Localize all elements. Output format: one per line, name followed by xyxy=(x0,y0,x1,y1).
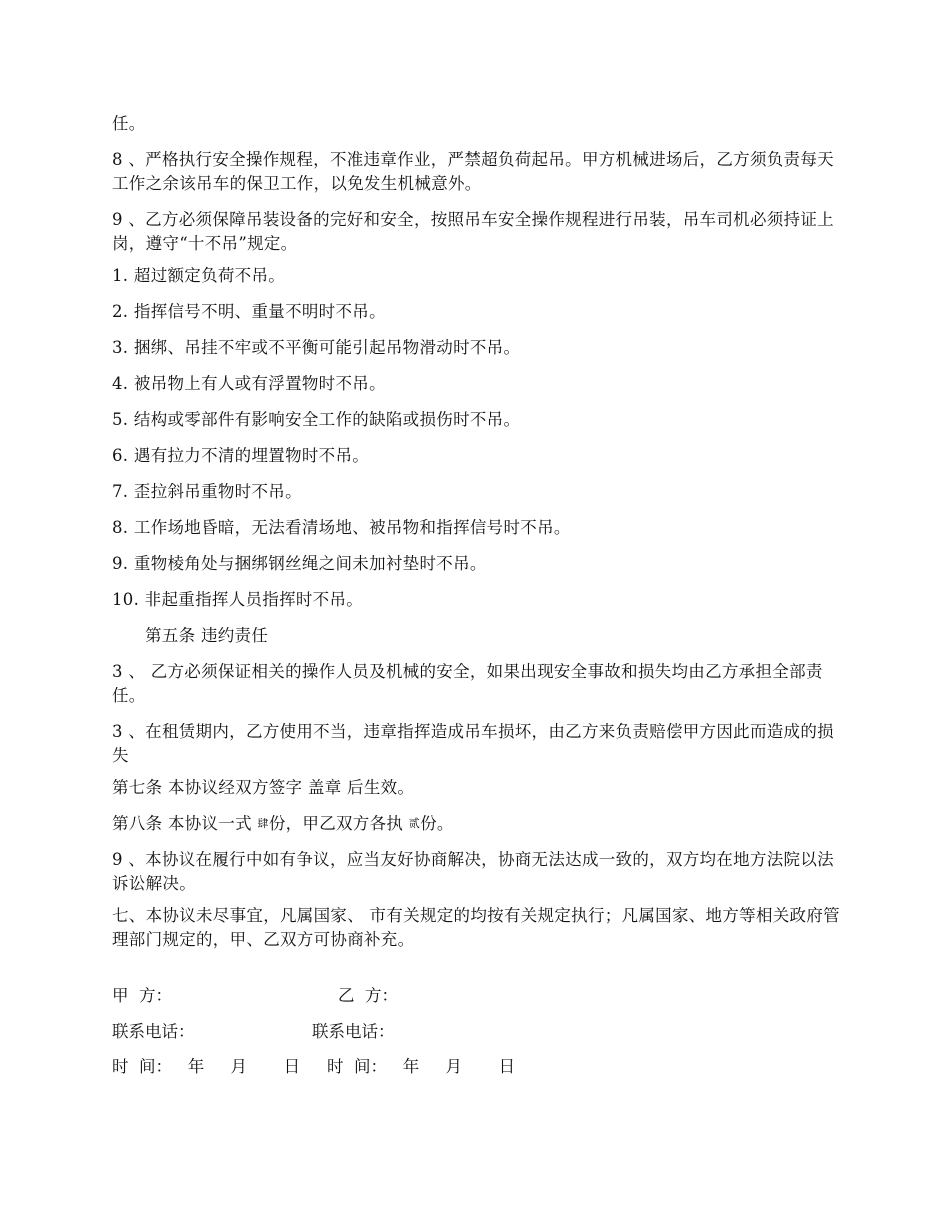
list-item-9: 9. 重物棱角处与捆绑钢丝绳之间未加衬垫时不吊。 xyxy=(112,554,487,573)
party-b-label: 乙 方： xyxy=(338,986,398,1005)
paragraph-article-8 xyxy=(112,812,840,836)
copy-count-each: 贰 xyxy=(408,817,421,830)
paragraph-supplement: 七、本协议未尽事宜，凡属国家、 市有关规定的均按有关规定执行；凡属国家、地方等相关政府管理部门规定的，甲、乙双方可协商补充。 xyxy=(112,906,840,949)
section-heading-article-5: 第五条 违约责任 xyxy=(145,626,269,645)
list-item-1: 1. 超过额定负荷不吊。 xyxy=(112,266,286,285)
paragraph-clause-8: 8 、严格执行安全操作规程，不准违章作业，严禁超负荷起吊。甲方机械进场后，乙方须负责每天工作之余该吊车的保卫工作，以免发生机械意外。 xyxy=(112,150,834,193)
list-item-10: 10. 非起重指挥人员指挥时不吊。 xyxy=(112,590,364,609)
phone-a-label: 联系电话： xyxy=(112,1022,195,1041)
paragraph-liability-2: 3 、在租赁期内，乙方使用不当，违章指挥造成吊车损坏，由乙方来负责赔偿甲方因此而造成的损失 xyxy=(112,722,834,765)
list-item-8: 8. 工作场地昏暗，无法看清场地、被吊物和指挥信号时不吊。 xyxy=(112,518,571,537)
paragraph-continuation: 任。 xyxy=(112,114,146,133)
paragraph-clause-9: 9 、乙方必须保障吊装设备的完好和安全，按照吊车安全操作规程进行吊装，吊车司机必须持证上岗，遵守“十不吊”规定。 xyxy=(112,210,834,253)
list-item-2: 2. 指挥信号不明、重量不明时不吊。 xyxy=(112,302,386,321)
list-item-7: 7. 歪拉斜吊重物时不吊。 xyxy=(112,482,302,501)
list-item-5: 5. 结构或零部件有影响安全工作的缺陷或损伤时不吊。 xyxy=(112,410,521,429)
paragraph-liability-1: 3 、 乙方必须保证相关的操作人员及机械的安全，如果出现安全事故和损失均由乙方承担全部责任。 xyxy=(112,662,823,705)
paragraph-dispute: 9 、本协议在履行中如有争议，应当友好协商解决，协商无法达成一致的，双方均在地方法院以法诉讼解决。 xyxy=(112,850,834,893)
phone-b-label: 联系电话： xyxy=(312,1022,395,1041)
list-item-3: 3. 捆绑、吊挂不牢或不平衡可能引起吊物滑动时不吊。 xyxy=(112,338,521,357)
list-item-6: 6. 遇有拉力不清的埋置物时不吊。 xyxy=(112,446,370,465)
paragraph-article-7: 第七条 本协议经双方签字 盖章 后生效。 xyxy=(112,778,415,797)
copy-count-total: 肆 xyxy=(257,817,269,830)
list-item-4: 4. 被吊物上有人或有浮置物时不吊。 xyxy=(112,374,386,393)
article-8-prefix: 第八条 本协议一式 xyxy=(112,814,258,833)
time-b-label: 时 间： 年 月 日 xyxy=(327,1057,516,1076)
party-a-label: 甲 方： xyxy=(112,986,172,1005)
time-a-label: 时 间： 年 月 日 xyxy=(112,1057,301,1076)
article-8-middle: 份，甲乙双方各执 xyxy=(268,814,409,833)
article-8-suffix: 份。 xyxy=(420,814,454,833)
